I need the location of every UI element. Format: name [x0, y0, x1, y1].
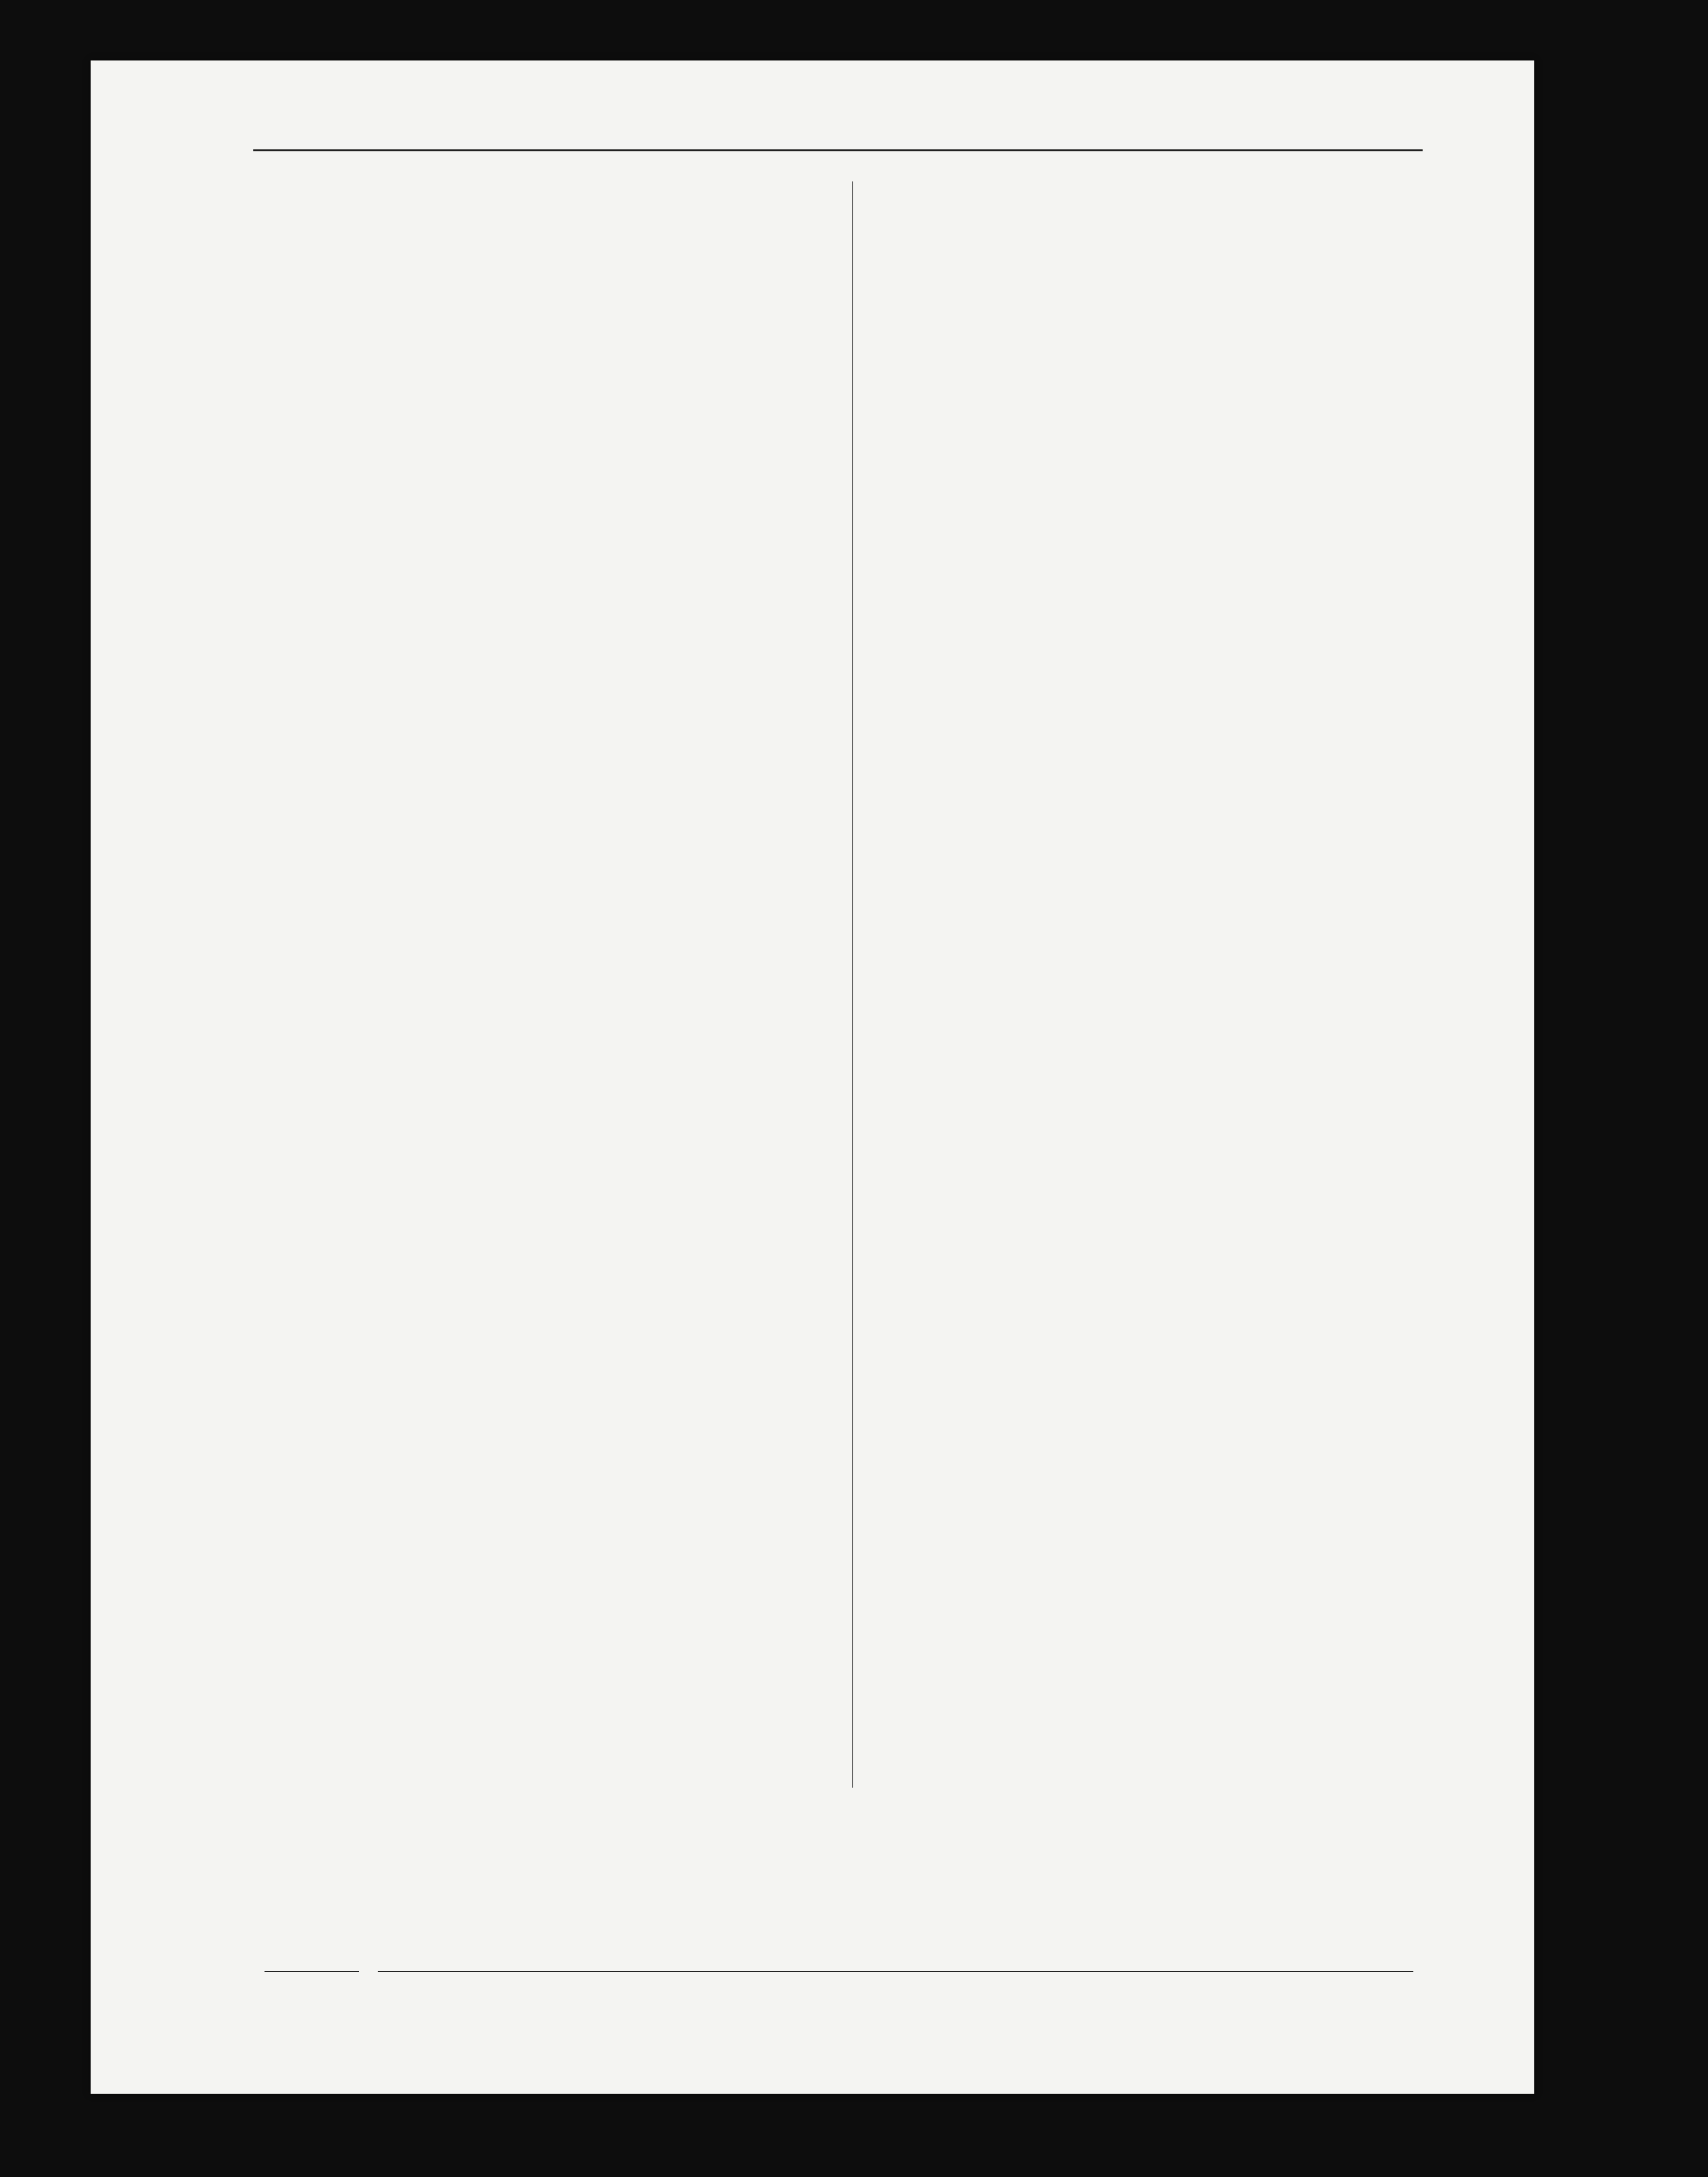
- footer: [255, 1971, 1423, 1972]
- title-rule: [253, 149, 1423, 151]
- index-page: [91, 60, 1534, 2094]
- footer-rule-right: [378, 1971, 1413, 1972]
- footer-rule-left: [265, 1971, 359, 1972]
- column-divider: [852, 181, 853, 1788]
